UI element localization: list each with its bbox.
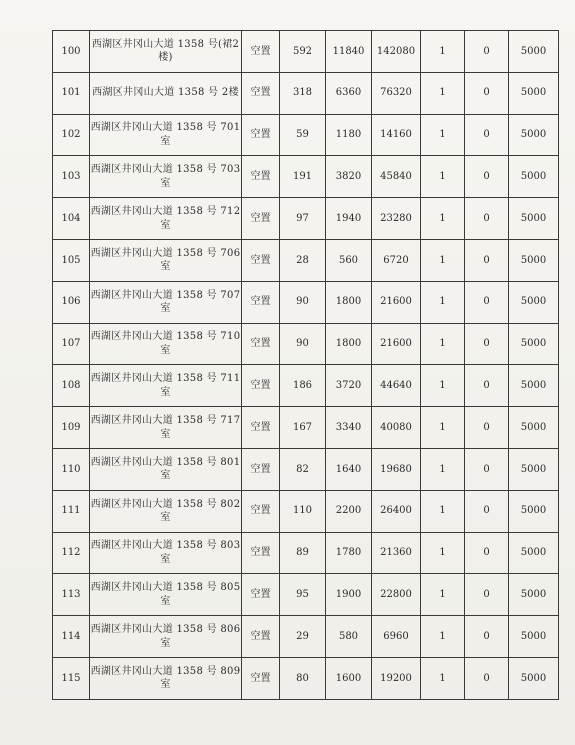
- count-cell-2: 0: [465, 281, 509, 323]
- status-cell: 空置: [242, 574, 280, 616]
- row-number: 105: [53, 239, 90, 281]
- row-number: 107: [53, 323, 90, 365]
- deposit-cell: 5000: [509, 198, 559, 240]
- row-number: 103: [53, 156, 90, 198]
- table-row: [53, 281, 559, 323]
- count-cell-2: 0: [465, 239, 509, 281]
- monthly-rent-cell: 580: [326, 616, 372, 658]
- area-cell: 167: [280, 407, 326, 449]
- monthly-rent-cell: 3340: [326, 407, 372, 449]
- area-cell: 82: [280, 448, 326, 490]
- row-number: 100: [53, 31, 90, 73]
- table-row: [53, 239, 559, 281]
- count-cell-2: 0: [465, 574, 509, 616]
- deposit-cell: 5000: [509, 657, 559, 699]
- count-cell-2: 0: [465, 657, 509, 699]
- monthly-rent-cell: 3820: [326, 156, 372, 198]
- deposit-cell: 5000: [509, 239, 559, 281]
- address-cell: 西湖区井冈山大道 1358 号 803室: [90, 532, 242, 574]
- deposit-cell: 5000: [509, 532, 559, 574]
- row-number: 106: [53, 281, 90, 323]
- status-cell: 空置: [242, 114, 280, 156]
- annual-rent-cell: 76320: [372, 72, 421, 114]
- count-cell-2: 0: [465, 365, 509, 407]
- annual-rent-cell: 26400: [372, 490, 421, 532]
- count-cell-1: 1: [421, 490, 465, 532]
- table-row: [53, 365, 559, 407]
- annual-rent-cell: 21600: [372, 323, 421, 365]
- area-cell: 110: [280, 490, 326, 532]
- area-cell: 318: [280, 72, 326, 114]
- property-table-body: [53, 31, 559, 700]
- count-cell-2: 0: [465, 616, 509, 658]
- monthly-rent-cell: 3720: [326, 365, 372, 407]
- count-cell-2: 0: [465, 532, 509, 574]
- monthly-rent-cell: 1640: [326, 448, 372, 490]
- count-cell-1: 1: [421, 114, 465, 156]
- count-cell-2: 0: [465, 31, 509, 73]
- monthly-rent-cell: 11840: [326, 31, 372, 73]
- table-row: [53, 657, 559, 699]
- row-number: 110: [53, 448, 90, 490]
- row-number: 101: [53, 72, 90, 114]
- area-cell: 28: [280, 239, 326, 281]
- deposit-cell: 5000: [509, 281, 559, 323]
- address-cell: 西湖区井冈山大道 1358 号 809室: [90, 657, 242, 699]
- address-cell: 西湖区井冈山大道 1358 号 710室: [90, 323, 242, 365]
- deposit-cell: 5000: [509, 72, 559, 114]
- area-cell: 186: [280, 365, 326, 407]
- area-cell: 97: [280, 198, 326, 240]
- address-cell: 西湖区井冈山大道 1358 号 712室: [90, 198, 242, 240]
- count-cell-2: 0: [465, 72, 509, 114]
- status-cell: 空置: [242, 239, 280, 281]
- area-cell: 29: [280, 616, 326, 658]
- row-number: 112: [53, 532, 90, 574]
- count-cell-1: 1: [421, 198, 465, 240]
- address-cell: 西湖区井冈山大道 1358 号 706室: [90, 239, 242, 281]
- annual-rent-cell: 21360: [372, 532, 421, 574]
- monthly-rent-cell: 1800: [326, 281, 372, 323]
- deposit-cell: 5000: [509, 490, 559, 532]
- row-number: 114: [53, 616, 90, 658]
- annual-rent-cell: 44640: [372, 365, 421, 407]
- table-row: [53, 532, 559, 574]
- status-cell: 空置: [242, 31, 280, 73]
- annual-rent-cell: 14160: [372, 114, 421, 156]
- table-row: [53, 198, 559, 240]
- monthly-rent-cell: 1940: [326, 198, 372, 240]
- count-cell-1: 1: [421, 156, 465, 198]
- annual-rent-cell: 6720: [372, 239, 421, 281]
- deposit-cell: 5000: [509, 114, 559, 156]
- status-cell: 空置: [242, 532, 280, 574]
- status-cell: 空置: [242, 198, 280, 240]
- table-row: [53, 114, 559, 156]
- area-cell: 89: [280, 532, 326, 574]
- status-cell: 空置: [242, 407, 280, 449]
- status-cell: 空置: [242, 657, 280, 699]
- count-cell-2: 0: [465, 448, 509, 490]
- area-cell: 80: [280, 657, 326, 699]
- count-cell-2: 0: [465, 114, 509, 156]
- annual-rent-cell: 45840: [372, 156, 421, 198]
- row-number: 102: [53, 114, 90, 156]
- monthly-rent-cell: 560: [326, 239, 372, 281]
- address-cell: 西湖区井冈山大道 1358 号 2楼: [90, 72, 242, 114]
- status-cell: 空置: [242, 490, 280, 532]
- status-cell: 空置: [242, 448, 280, 490]
- area-cell: 95: [280, 574, 326, 616]
- address-cell: 西湖区井冈山大道 1358 号 707室: [90, 281, 242, 323]
- monthly-rent-cell: 6360: [326, 72, 372, 114]
- deposit-cell: 5000: [509, 156, 559, 198]
- count-cell-2: 0: [465, 156, 509, 198]
- count-cell-1: 1: [421, 574, 465, 616]
- count-cell-1: 1: [421, 365, 465, 407]
- annual-rent-cell: 23280: [372, 198, 421, 240]
- table-row: [53, 574, 559, 616]
- count-cell-1: 1: [421, 323, 465, 365]
- table-row: [53, 407, 559, 449]
- monthly-rent-cell: 1180: [326, 114, 372, 156]
- row-number: 111: [53, 490, 90, 532]
- deposit-cell: 5000: [509, 407, 559, 449]
- property-table: [52, 30, 559, 700]
- monthly-rent-cell: 1900: [326, 574, 372, 616]
- annual-rent-cell: 6960: [372, 616, 421, 658]
- annual-rent-cell: 40080: [372, 407, 421, 449]
- table-row: [53, 156, 559, 198]
- table-row: [53, 448, 559, 490]
- address-cell: 西湖区井冈山大道 1358 号(裙2楼): [90, 31, 242, 73]
- deposit-cell: 5000: [509, 616, 559, 658]
- deposit-cell: 5000: [509, 323, 559, 365]
- address-cell: 西湖区井冈山大道 1358 号 805室: [90, 574, 242, 616]
- row-number: 104: [53, 198, 90, 240]
- count-cell-1: 1: [421, 616, 465, 658]
- table-row: [53, 323, 559, 365]
- table-row: [53, 616, 559, 658]
- status-cell: 空置: [242, 72, 280, 114]
- count-cell-1: 1: [421, 532, 465, 574]
- count-cell-1: 1: [421, 239, 465, 281]
- count-cell-1: 1: [421, 407, 465, 449]
- row-number: 115: [53, 657, 90, 699]
- address-cell: 西湖区井冈山大道 1358 号 701室: [90, 114, 242, 156]
- address-cell: 西湖区井冈山大道 1358 号 703室: [90, 156, 242, 198]
- deposit-cell: 5000: [509, 31, 559, 73]
- status-cell: 空置: [242, 156, 280, 198]
- row-number: 113: [53, 574, 90, 616]
- area-cell: 59: [280, 114, 326, 156]
- deposit-cell: 5000: [509, 574, 559, 616]
- annual-rent-cell: 21600: [372, 281, 421, 323]
- count-cell-2: 0: [465, 490, 509, 532]
- status-cell: 空置: [242, 281, 280, 323]
- annual-rent-cell: 22800: [372, 574, 421, 616]
- address-cell: 西湖区井冈山大道 1358 号 717室: [90, 407, 242, 449]
- count-cell-1: 1: [421, 31, 465, 73]
- area-cell: 191: [280, 156, 326, 198]
- area-cell: 90: [280, 281, 326, 323]
- address-cell: 西湖区井冈山大道 1358 号 711室: [90, 365, 242, 407]
- address-cell: 西湖区井冈山大道 1358 号 806室: [90, 616, 242, 658]
- table-row: [53, 72, 559, 114]
- status-cell: 空置: [242, 616, 280, 658]
- table-row: [53, 490, 559, 532]
- status-cell: 空置: [242, 323, 280, 365]
- address-cell: 西湖区井冈山大道 1358 号 801室: [90, 448, 242, 490]
- address-cell: 西湖区井冈山大道 1358 号 802室: [90, 490, 242, 532]
- status-cell: 空置: [242, 365, 280, 407]
- monthly-rent-cell: 2200: [326, 490, 372, 532]
- annual-rent-cell: 142080: [372, 31, 421, 73]
- deposit-cell: 5000: [509, 365, 559, 407]
- table-row: [53, 31, 559, 73]
- count-cell-1: 1: [421, 448, 465, 490]
- monthly-rent-cell: 1800: [326, 323, 372, 365]
- count-cell-1: 1: [421, 281, 465, 323]
- count-cell-1: 1: [421, 657, 465, 699]
- monthly-rent-cell: 1780: [326, 532, 372, 574]
- monthly-rent-cell: 1600: [326, 657, 372, 699]
- count-cell-2: 0: [465, 407, 509, 449]
- deposit-cell: 5000: [509, 448, 559, 490]
- annual-rent-cell: 19680: [372, 448, 421, 490]
- annual-rent-cell: 19200: [372, 657, 421, 699]
- count-cell-2: 0: [465, 198, 509, 240]
- row-number: 109: [53, 407, 90, 449]
- row-number: 108: [53, 365, 90, 407]
- count-cell-2: 0: [465, 323, 509, 365]
- count-cell-1: 1: [421, 72, 465, 114]
- area-cell: 592: [280, 31, 326, 73]
- area-cell: 90: [280, 323, 326, 365]
